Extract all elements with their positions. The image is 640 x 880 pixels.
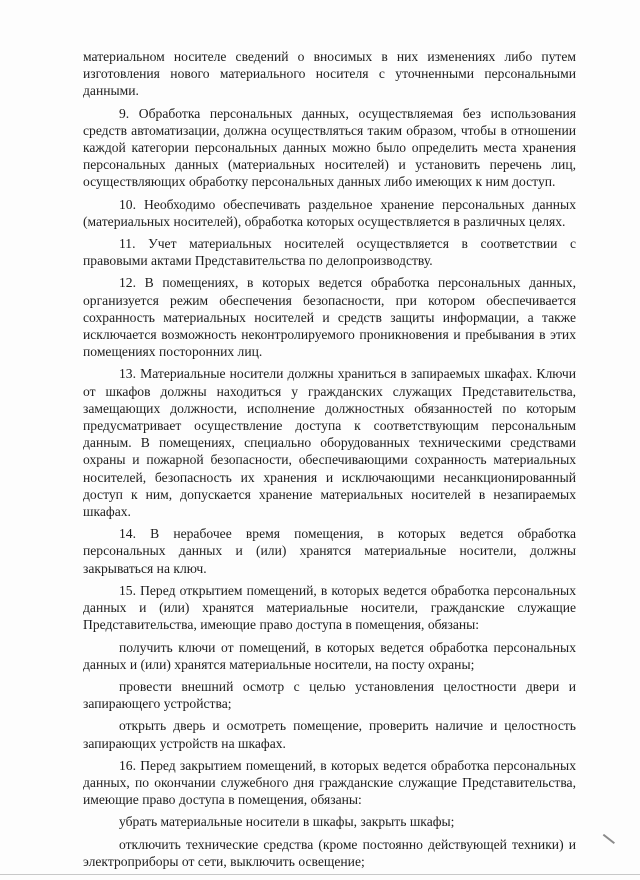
paragraph-9: 9. Обработка персональных данных, осуществляемая без использования средств автоматизации, должна осуществляться таким образом, чтобы в отношении каждой категории персональных данных можно было определить места хранения персональных данных (материальных носителей) и установить перечень лиц, осуществляющих обработку персональных данных либо имеющих к ним доступ. [83,105,576,190]
paragraph-13: 13. Материальные носители должны храниться в запираемых шкафах. Ключи от шкафов должны находиться у гражданских служащих Представительства, замещающих должности, исполнение должностных обязанностей по которым предусматривает осуществление доступа к соответствующим персональным данным. В помещениях, специально оборудованных техническими средствами охраны и пожарной безопасности, обеспечивающими сохранность материальных носителей, безопасность их хранения и исключающими несанкционированный доступ к ним, допускается хранение материальных носителей в незапираемых шкафах. [83,366,576,520]
document-body [83,48,576,875]
paragraph-16: 16. Перед закрытием помещений, в которых ведется обработка персональных данных, по окончании служебного дня гражданские служащие Представительства, имеющие право доступа в помещения, обязаны: [83,757,576,808]
scan-artifact-corner-stroke [603,834,615,844]
paragraph-11: 11. Учет материальных носителей осуществляется в соответствии с правовыми актами Представительства по делопроизводству. [83,236,576,269]
paragraph-16-item-1: убрать материальные носители в шкафы, закрыть шкафы; [119,814,455,830]
paragraph-14: 14. В нерабочее время помещения, в которых ведется обработка персональных данных и (или) хранятся материальные носители, должны закрываться на ключ. [83,526,576,576]
paragraph-12: 12. В помещениях, в которых ведется обработка персональных данных, организуется режим обеспечения безопасности, при котором обеспечивается сохранность материальных носителей и средств защиты информации, а также исключается возможность неконтролируемого проникновения и пребывания в этих помещениях посторонних лиц. [83,275,576,360]
paragraph-16-item-2: отключить технические средства (кроме постоянно действующей техники) и электроприборы от сети, выключить освещение; [83,836,576,869]
scan-artifact-bottom-line [0,874,640,875]
paragraph-15-item-1: получить ключи от помещений, в которых ведется обработка персональных данных и (или) хранятся материальные носители, на посту охраны; [83,639,576,672]
paragraph-15-item-3: открыть дверь и осмотреть помещение, проверить наличие и целостность запирающих устройств на шкафах. [83,718,576,751]
paragraph-continuation: материальном носителе сведений о вносимых в них изменениях либо путем изготовления нового материального носителя с уточненными персональными данными. [83,49,576,99]
paragraph-15-item-2: провести внешний осмотр с целью установления целостности двери и запирающего устройства; [83,678,576,712]
paragraph-10: 10. Необходимо обеспечивать раздельное хранение персональных данных (материальных носителей), обработка которых осуществляется в различных целях. [83,196,576,229]
paragraph-15: 15. Перед открытием помещений, в которых ведется обработка персональных данных и (или) хранятся материальные носители, гражданские служащие Представительства, имеющие право доступа в помещения, обязаны: [83,582,576,633]
